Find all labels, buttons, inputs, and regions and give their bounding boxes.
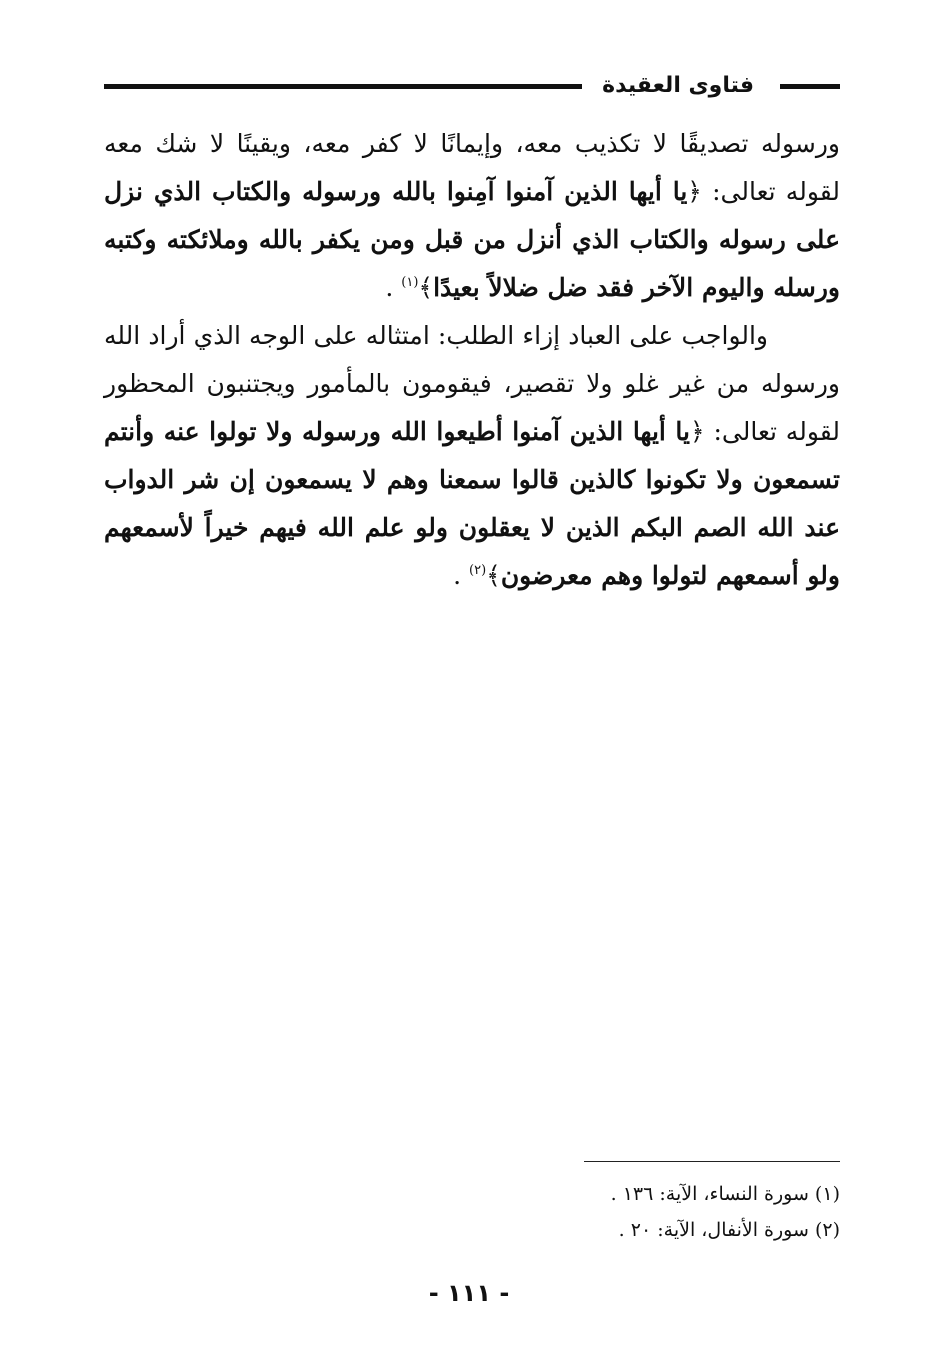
- paragraph-2-end: .: [453, 561, 470, 590]
- paragraph-1-text: ورسوله تصديقًا لا تكذيب معه، وإيمانًا لا كفر معه، ويقينًا لا شك معه لقوله تعالى:: [104, 129, 840, 206]
- footnotes: [440, 1176, 840, 1248]
- footnote-separator: [584, 1161, 840, 1162]
- verse-2-close-brace: ﴾: [486, 561, 501, 590]
- header-rule-right: [780, 84, 840, 89]
- footnote-ref-2: (٢): [469, 563, 487, 578]
- footnote-ref-1: (١): [401, 275, 419, 290]
- verse-1-close-brace: ﴾: [418, 273, 434, 302]
- paragraph-1-end: .: [385, 273, 402, 302]
- footnote-1: (١) سورة النساء، الآية: ١٣٦ .: [610, 1183, 840, 1205]
- header-title: فتاوى العقيدة: [602, 73, 754, 98]
- page-number: - ١١١ -: [428, 1279, 510, 1307]
- body-text: [104, 120, 840, 600]
- paragraph-1: [104, 120, 840, 312]
- footnote-2: (٢) سورة الأنفال، الآية: ٢٠ .: [618, 1219, 840, 1241]
- header-rule-left: [104, 84, 582, 89]
- running-header: [104, 70, 840, 106]
- verse-1-text: يا أيها الذين آمنوا آمِنوا بالله ورسوله والكتاب الذي نزل على رسوله والكتاب الذي أنزل من قبل ومن يكفر بالله وملائكته وكتبه ورسله واليوم الآخر فقد ضل ضلالاً بعيدًا: [104, 177, 840, 302]
- verse-2-open-brace: ﴿: [690, 417, 705, 446]
- verse-2-text: يا أيها الذين آمنوا أطيعوا الله ورسوله ولا تولوا عنه وأنتم تسمعون ولا تكونوا كالذين قالوا سمعنا وهم لا يسمعون إن شر الدواب عند الله الصم البكم الذين لا يعقلون ولو علم الله فيهم خيراً لأسمعهم ولو أسمعهم لتولوا وهم معرضون: [104, 417, 840, 590]
- verse-1-open-brace: ﴿: [687, 177, 702, 206]
- paragraph-2: [104, 312, 840, 600]
- paragraph-2-text: والواجب على العباد إزاء الطلب: امتثاله على الوجه الذي أراد الله ورسوله من غير غلو ولا تقصير، فيقومون بالمأمور ويجتنبون المحظور لقوله تعالى:: [104, 321, 841, 446]
